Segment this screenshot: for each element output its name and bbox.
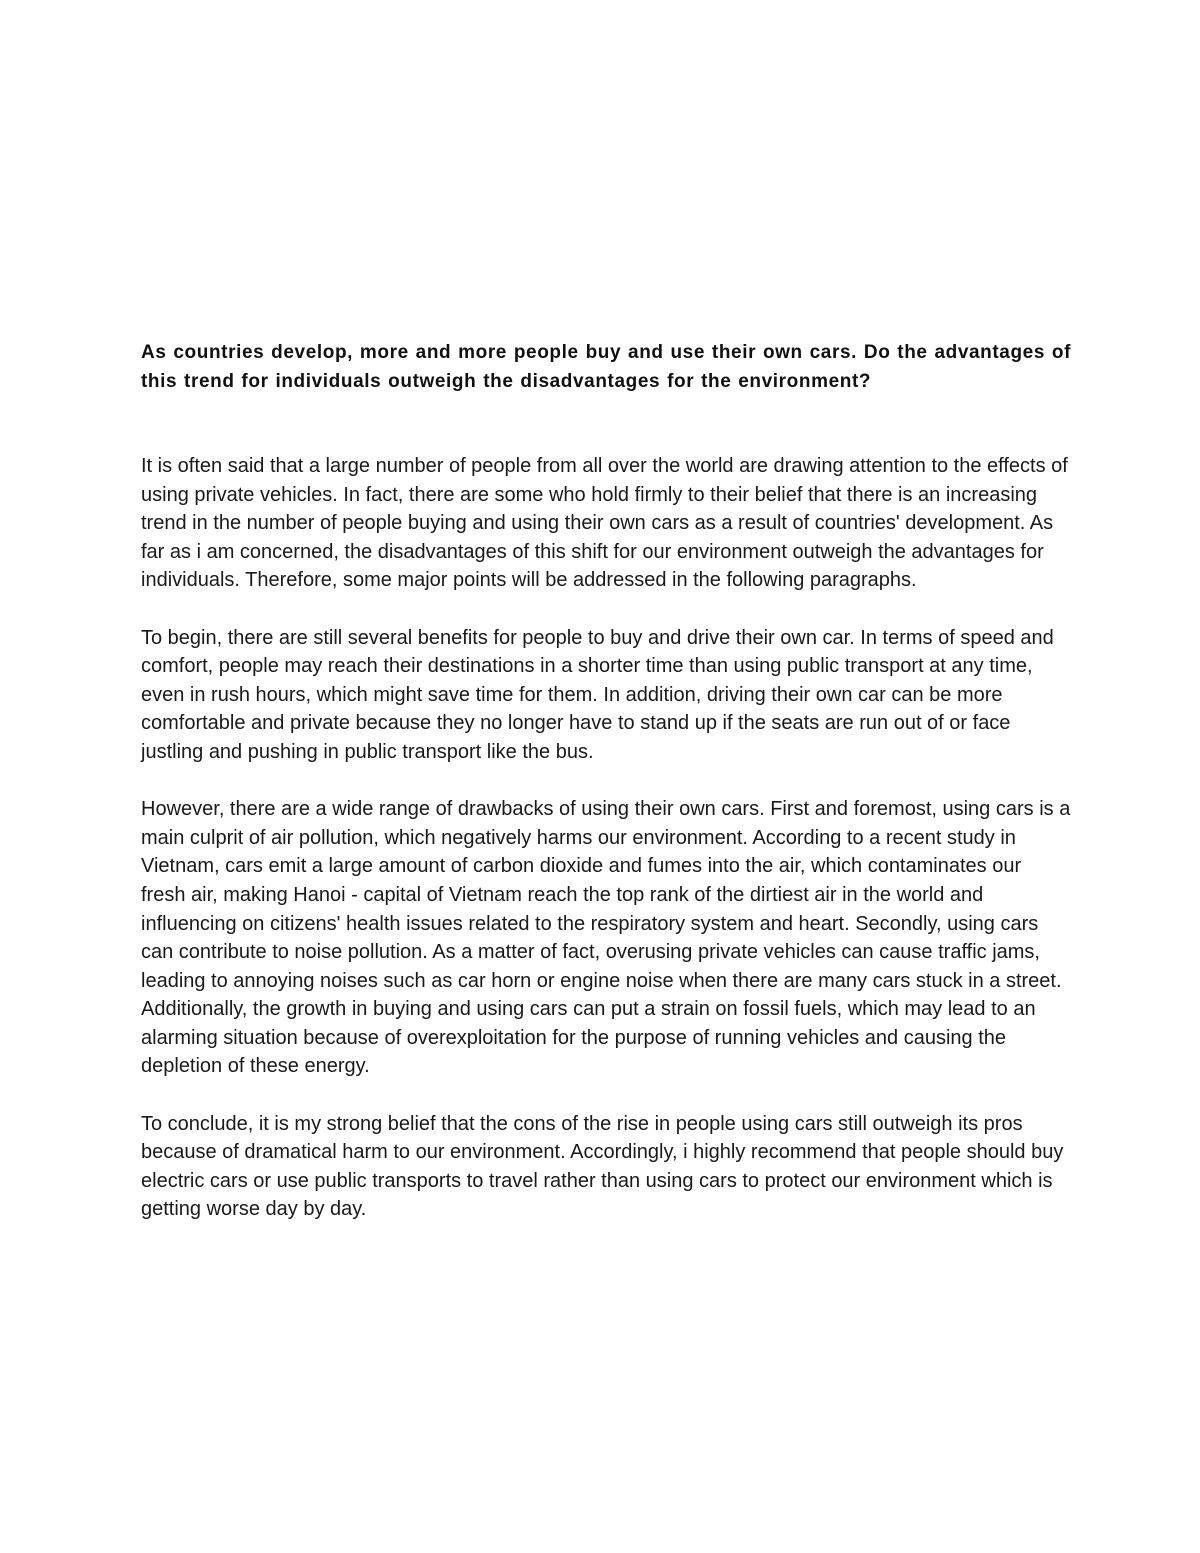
paragraph-conclusion: To conclude, it is my strong belief that the cons of the rise in people using cars still outweigh its pros because of dramatical harm to our environment. Accordingly, i highly recommend that people should buy electric cars or use public transports to travel rather than using cars to protect our environment which is getting worse day by day. [141,1112,1064,1221]
document-content [141,339,1071,1224]
paragraph-disadvantages: However, there are a wide range of drawbacks of using their own cars. First and foremost, using cars is a main culprit of air pollution, which negatively harms our environment. According to a recent study in Vietnam, cars emit a large amount of carbon dioxide and fumes into the air, which contaminates our fresh air, making Hanoi - capital of Vietnam reach the top rank of the dirtiest air in the world and influencing on citizens' health issues related to the respiratory system and heart. Secondly, using cars can contribute to noise pollution. As a matter of fact, overusing private vehicles can cause traffic jams, leading to annoying noises such as car horn or engine noise when there are many cars stuck in a street. Additionally, the growth in buying and using cars can put a strain on fossil fuels, which may lead to an alarming situation because of overexploitation for the purpose of running vehicles and causing the depletion of these energy. [141,798,1071,1078]
essay-question-title: As countries develop, more and more people buy and use their own cars. Do the advantages of this trend for individuals outweigh the disadvantages for the environment? [141,342,1072,392]
paragraph-advantages: To begin, there are still several benefits for people to buy and drive their own car. In terms of speed and comfort, people may reach their destinations in a shorter time than using public transport at any time, even in rush hours, which might save time for them. In addition, driving their own car can be more comfortable and private because they no longer have to stand up if the seats are run out of or face justling and pushing in public transport like the bus. [141,626,1054,763]
paragraph-introduction: It is often said that a large number of people from all over the world are drawing attention to the effects of using private vehicles. In fact, there are some who hold firmly to their belief that there is an increasing trend in the number of people buying and using their own cars as a result of countries' development. As far as i am concerned, the disadvantages of this shift for our environment outweigh the advantages for individuals. Therefore, some major points will be addressed in the following paragraphs. [141,455,1068,592]
